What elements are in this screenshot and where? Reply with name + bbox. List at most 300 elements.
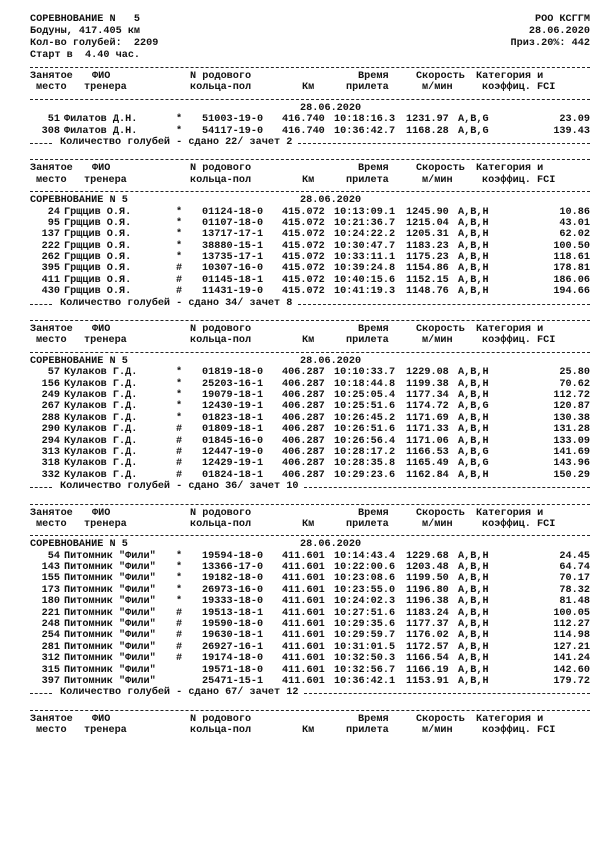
mark-cell: * [176,240,183,252]
category-cell: A,B,H [458,286,489,298]
ring-cell: 01809-18-1 [202,424,264,436]
category-cell: A,B,H [458,550,489,562]
col-km-header: Км [302,725,315,737]
category-cell: A,B,H [458,596,489,608]
section-footer [30,481,590,492]
divider [30,67,590,68]
km-cell: 411.601 [282,596,325,608]
divider [30,159,590,160]
place-cell: 294 [41,435,60,447]
fci-cell: 150.29 [553,469,590,481]
ring-cell: 01845-16-0 [202,435,264,447]
col-speed-header: Скорость [416,324,465,336]
fci-cell: 10.86 [559,206,590,218]
speed-cell: 1166.53 [406,446,449,458]
place-cell: 24 [47,206,60,218]
fci-cell: 24.45 [559,550,590,562]
table-row [30,458,590,469]
speed-cell: 1199.38 [406,378,449,390]
km-cell: 416.740 [282,114,325,126]
time-cell: 10:30:47.7 [334,240,396,252]
km-cell: 411.601 [282,619,325,631]
name-cell: Питомник "Фили" [64,641,156,653]
mark-cell: * [176,206,183,218]
mark-cell: # [176,435,183,447]
name-cell: Кулаков Г.Д. [64,412,138,424]
mark-cell: * [176,562,183,574]
time-cell: 10:23:08.6 [334,573,396,585]
ring-cell: 13735-17-1 [202,252,264,264]
name-cell: Грщцив О.Я. [64,206,132,218]
speed-cell: 1171.69 [406,412,449,424]
mark-cell: * [176,229,183,241]
ring-cell: 13717-17-1 [202,229,264,241]
place-cell: 318 [41,458,60,470]
col-name-header: ФИО [92,507,111,519]
time-cell: 10:18:44.8 [334,378,396,390]
header-line [30,38,590,50]
name-cell: Питомник "Фили" [64,675,156,687]
km-cell: 415.072 [282,274,325,286]
place-cell: 395 [41,263,60,275]
mark-cell: # [176,641,183,653]
section-title-row [30,539,590,550]
table-row [30,229,590,240]
ring-cell: 51003-19-0 [202,114,264,126]
category-cell: A,B,H [458,630,489,642]
fci-cell: 25.80 [559,367,590,379]
fci-cell: 179.72 [553,675,590,687]
mark-cell: # [176,458,183,470]
table-row [30,562,590,573]
category-cell: A,B,H [458,664,489,676]
km-cell: 406.287 [282,435,325,447]
km-cell: 411.601 [282,562,325,574]
divider [30,710,590,711]
time-cell: 10:23:55.0 [334,584,396,596]
time-cell: 10:18:16.3 [334,114,396,126]
name-cell: Питомник "Фили" [64,573,156,585]
name-cell: Кулаков Г.Д. [64,389,138,401]
category-cell: A,B,G [458,458,489,470]
fci-cell: 131.28 [553,424,590,436]
footer-text: Количество голубей - сдано 67/ зачет 12 [60,687,299,699]
name-cell: Кулаков Г.Д. [64,378,138,390]
speed-cell: 1171.33 [406,424,449,436]
place-cell: 156 [41,378,60,390]
header-right-text: Приз.20%: 442 [510,38,590,49]
ring-cell: 12430-19-1 [202,401,264,413]
speed-cell: 1245.90 [406,206,449,218]
col-speed-header: Скорость [416,713,465,725]
col-time-header: Время [358,507,389,519]
category-cell: A,B,G [458,446,489,458]
table-row [30,424,590,435]
ring-cell: 01824-18-1 [202,469,264,481]
place-cell: 51 [47,114,60,126]
speed-cell: 1166.54 [406,653,449,665]
results-body [30,67,590,737]
table-row [30,630,590,641]
col-speed-header: м/мин [422,82,453,94]
category-cell: A,B,H [458,229,489,241]
speed-cell: 1152.15 [406,274,449,286]
speed-cell: 1166.19 [406,664,449,676]
name-cell: Кулаков Г.Д. [64,435,138,447]
table-row [30,665,590,676]
category-cell: A,B,H [458,435,489,447]
table-row [30,218,590,229]
col-ring-header: N родового [190,324,252,336]
mark-cell: * [176,367,183,379]
ring-cell: 01819-18-0 [202,367,264,379]
section-footer [30,687,590,698]
mark-cell: # [176,263,183,275]
time-cell: 10:27:51.6 [334,607,396,619]
speed-cell: 1177.34 [406,389,449,401]
speed-cell: 1205.31 [406,229,449,241]
header-line [30,50,590,62]
col-name-header: тренера [84,725,127,737]
fci-cell: 142.60 [553,664,590,676]
category-cell: A,B,H [458,607,489,619]
ring-cell: 19174-18-0 [202,653,264,665]
col-ring-header: N родового [190,507,252,519]
time-cell: 10:33:11.1 [334,252,396,264]
ring-cell: 26927-16-1 [202,641,264,653]
time-cell: 10:36:42.1 [334,675,396,687]
mark-cell: # [176,653,183,665]
footer-text: Количество голубей - сдано 22/ зачет 2 [60,136,293,148]
table-row [30,263,590,274]
place-cell: 137 [41,229,60,241]
col-time-header: прилета [346,725,389,737]
col-category-header: Категория и [476,163,544,175]
results-section [30,159,590,315]
place-cell: 95 [47,217,60,229]
table-row [30,551,590,562]
category-cell: A,B,H [458,619,489,631]
km-cell: 411.601 [282,584,325,596]
speed-cell: 1148.76 [406,286,449,298]
spacer [30,493,590,499]
results-section [30,504,590,705]
footer-dash [30,487,52,488]
category-cell: A,B,H [458,675,489,687]
mark-cell: * [176,550,183,562]
divider [30,352,590,353]
fci-cell: 70.17 [559,573,590,585]
col-speed-header: м/мин [422,518,453,530]
name-cell: Грщцив О.Я. [64,229,132,241]
time-cell: 10:41:19.3 [334,286,396,298]
col-time-header: прилета [346,335,389,347]
km-cell: 406.287 [282,401,325,413]
time-cell: 10:10:33.7 [334,367,396,379]
table-row [30,367,590,378]
table-row [30,286,590,297]
time-cell: 10:14:43.4 [334,550,396,562]
name-cell: Питомник "Фили" [64,619,156,631]
speed-cell: 1183.24 [406,607,449,619]
place-cell: 290 [41,424,60,436]
ring-cell: 01124-18-0 [202,206,264,218]
speed-cell: 1174.72 [406,401,449,413]
category-cell: A,B,G [458,401,489,413]
col-speed-header: Скорость [416,163,465,175]
speed-cell: 1196.38 [406,596,449,608]
table-row [30,653,590,664]
footer-dash [304,693,590,694]
section-title: СОРЕВНОВАНИЕ N 5 [30,539,128,551]
mark-cell: * [176,217,183,229]
header-left-text: СОРЕВНОВАНИЕ N 5 [30,14,141,25]
footer-dash [30,304,52,305]
col-ring-header: кольца-пол [190,82,252,94]
name-cell: Кулаков Г.Д. [64,458,138,470]
fci-cell: 186.06 [553,274,590,286]
category-cell: A,B,H [458,469,489,481]
mark-cell: * [176,401,183,413]
fci-cell: 141.24 [553,653,590,665]
mark-cell: * [176,252,183,264]
header-left-text: Бодуны, 417.405 км [30,26,141,37]
col-km-header: Км [302,518,315,530]
fci-cell: 43.01 [559,217,590,229]
ring-cell: 01823-18-1 [202,412,264,424]
place-cell: 315 [41,664,60,676]
name-cell: Филатов Д.Н. [64,125,138,137]
fci-cell: 133.09 [553,435,590,447]
speed-cell: 1231.97 [406,114,449,126]
ring-cell: 38880-15-1 [202,240,264,252]
fci-cell: 23.09 [559,114,590,126]
place-cell: 155 [41,573,60,585]
place-cell: 54 [47,550,60,562]
header-right-text: 28.06.2020 [528,26,590,37]
fci-cell: 70.62 [559,378,590,390]
km-cell: 411.601 [282,664,325,676]
fci-cell: 143.96 [553,458,590,470]
col-category-header: коэффиц. FCI [482,725,556,737]
table-row [30,413,590,424]
table-row [30,470,590,481]
col-speed-header: м/мин [422,335,453,347]
mark-cell: * [176,378,183,390]
speed-cell: 1176.02 [406,630,449,642]
km-cell: 406.287 [282,389,325,401]
competition-header [30,14,590,62]
name-cell: Филатов Д.Н. [64,114,138,126]
col-name-header: тренера [84,335,127,347]
footer-text: Количество голубей - сдано 36/ зачет 10 [60,481,299,493]
time-cell: 10:13:09.1 [334,206,396,218]
spacer [30,699,590,705]
footer-dash [30,143,52,144]
col-name-header: ФИО [92,71,111,82]
ring-cell: 19079-18-1 [202,389,264,401]
section-title-row [30,356,590,367]
col-name-header: тренера [84,82,127,94]
section-title: СОРЕВНОВАНИЕ N 5 [30,195,128,207]
ring-cell: 19182-18-0 [202,573,264,585]
column-header-row [30,163,590,174]
spacer [30,148,590,154]
col-km-header: Км [302,82,315,94]
time-cell: 10:25:51.6 [334,401,396,413]
km-cell: 411.601 [282,675,325,687]
column-header-row [30,71,590,82]
category-cell: A,B,H [458,378,489,390]
col-category-header: коэффиц. FCI [482,174,556,186]
name-cell: Питомник "Фили" [64,607,156,619]
time-cell: 10:32:56.7 [334,664,396,676]
col-ring-header: кольца-пол [190,174,252,186]
mark-cell: * [176,114,183,126]
column-header-row [30,508,590,519]
fci-cell: 120.87 [553,401,590,413]
section-date: 28.06.2020 [300,539,362,551]
fci-cell: 178.81 [553,263,590,275]
table-row [30,619,590,630]
km-cell: 406.287 [282,424,325,436]
speed-cell: 1229.08 [406,367,449,379]
table-row [30,608,590,619]
km-cell: 415.072 [282,240,325,252]
fci-cell: 78.32 [559,584,590,596]
mark-cell: # [176,274,183,286]
speed-cell: 1154.86 [406,263,449,275]
col-category-header: Категория и [476,507,544,519]
place-cell: 267 [41,401,60,413]
table-row [30,573,590,584]
category-cell: A,B,H [458,206,489,218]
header-left-text: Старт в 4.40 час. [30,50,141,61]
speed-cell: 1215.04 [406,217,449,229]
header-left-text: Кол-во голубей: 2209 [30,38,159,49]
km-cell: 415.072 [282,206,325,218]
footer-text: Количество голубей - сдано 34/ зачет 8 [60,297,293,309]
column-header-row [30,82,590,93]
col-time-header: Время [358,324,389,336]
km-cell: 416.740 [282,125,325,137]
mark-cell: # [176,469,183,481]
place-cell: 57 [47,367,60,379]
header-right-text: РОО КСГГМ [534,14,590,25]
section-title-row [30,103,590,114]
fci-cell: 100.50 [553,240,590,252]
category-cell: A,B,H [458,367,489,379]
time-cell: 10:25:05.4 [334,389,396,401]
section-footer [30,137,590,148]
ring-cell: 25203-16-1 [202,378,264,390]
col-category-header: коэффиц. FCI [482,518,556,530]
km-cell: 406.287 [282,367,325,379]
section-date: 28.06.2020 [300,102,362,114]
fci-cell: 112.72 [553,389,590,401]
col-time-header: Время [358,71,389,82]
table-row [30,207,590,218]
fci-cell: 81.48 [559,596,590,608]
time-cell: 10:24:22.2 [334,229,396,241]
km-cell: 406.287 [282,458,325,470]
category-cell: A,B,H [458,217,489,229]
name-cell: Кулаков Г.Д. [64,367,138,379]
mark-cell: * [176,125,183,137]
ring-cell: 13366-17-0 [202,562,264,574]
category-cell: A,B,G [458,125,489,137]
col-category-header: Категория и [476,71,544,82]
km-cell: 415.072 [282,263,325,275]
place-cell: 288 [41,412,60,424]
name-cell: Грщцив О.Я. [64,217,132,229]
ring-cell: 19571-18-0 [202,664,264,676]
fci-cell: 100.05 [553,607,590,619]
section-title-row [30,195,590,206]
name-cell: Грщцив О.Я. [64,263,132,275]
category-cell: A,B,H [458,584,489,596]
col-time-header: Время [358,713,389,725]
place-cell: 222 [41,240,60,252]
km-cell: 411.601 [282,653,325,665]
category-cell: A,B,H [458,240,489,252]
col-time-header: прилета [346,518,389,530]
table-row [30,252,590,263]
speed-cell: 1162.84 [406,469,449,481]
col-ring-header: N родового [190,163,252,175]
speed-cell: 1153.91 [406,675,449,687]
speed-cell: 1172.57 [406,641,449,653]
name-cell: Грщцив О.Я. [64,252,132,264]
place-cell: 430 [41,286,60,298]
fci-cell: 141.69 [553,446,590,458]
place-cell: 249 [41,389,60,401]
time-cell: 10:26:56.4 [334,435,396,447]
name-cell: Кулаков Г.Д. [64,424,138,436]
name-cell: Питомник "Фили" [64,630,156,642]
km-cell: 415.072 [282,252,325,264]
speed-cell: 1183.23 [406,240,449,252]
speed-cell: 1175.23 [406,252,449,264]
mark-cell: # [176,607,183,619]
category-cell: A,B,H [458,641,489,653]
name-cell: Питомник "Фили" [64,653,156,665]
category-cell: A,B,H [458,653,489,665]
fci-cell: 118.61 [553,252,590,264]
col-category-header: коэффиц. FCI [482,335,556,347]
name-cell: Грщцив О.Я. [64,274,132,286]
column-header-row [30,714,590,725]
name-cell: Питомник "Фили" [64,664,156,676]
ring-cell: 19594-18-0 [202,550,264,562]
time-cell: 10:29:23.6 [334,469,396,481]
column-header-row [30,725,590,736]
ring-cell: 19590-18-0 [202,619,264,631]
speed-cell: 1199.50 [406,573,449,585]
name-cell: Кулаков Г.Д. [64,446,138,458]
col-speed-header: м/мин [422,174,453,186]
table-row [30,642,590,653]
footer-dash [298,304,590,305]
col-name-header: ФИО [92,324,111,336]
ring-cell: 11431-19-0 [202,286,264,298]
fci-cell: 112.27 [553,619,590,631]
category-cell: A,B,H [458,274,489,286]
km-cell: 411.601 [282,550,325,562]
time-cell: 10:28:17.2 [334,446,396,458]
speed-cell: 1196.80 [406,584,449,596]
km-cell: 415.072 [282,229,325,241]
